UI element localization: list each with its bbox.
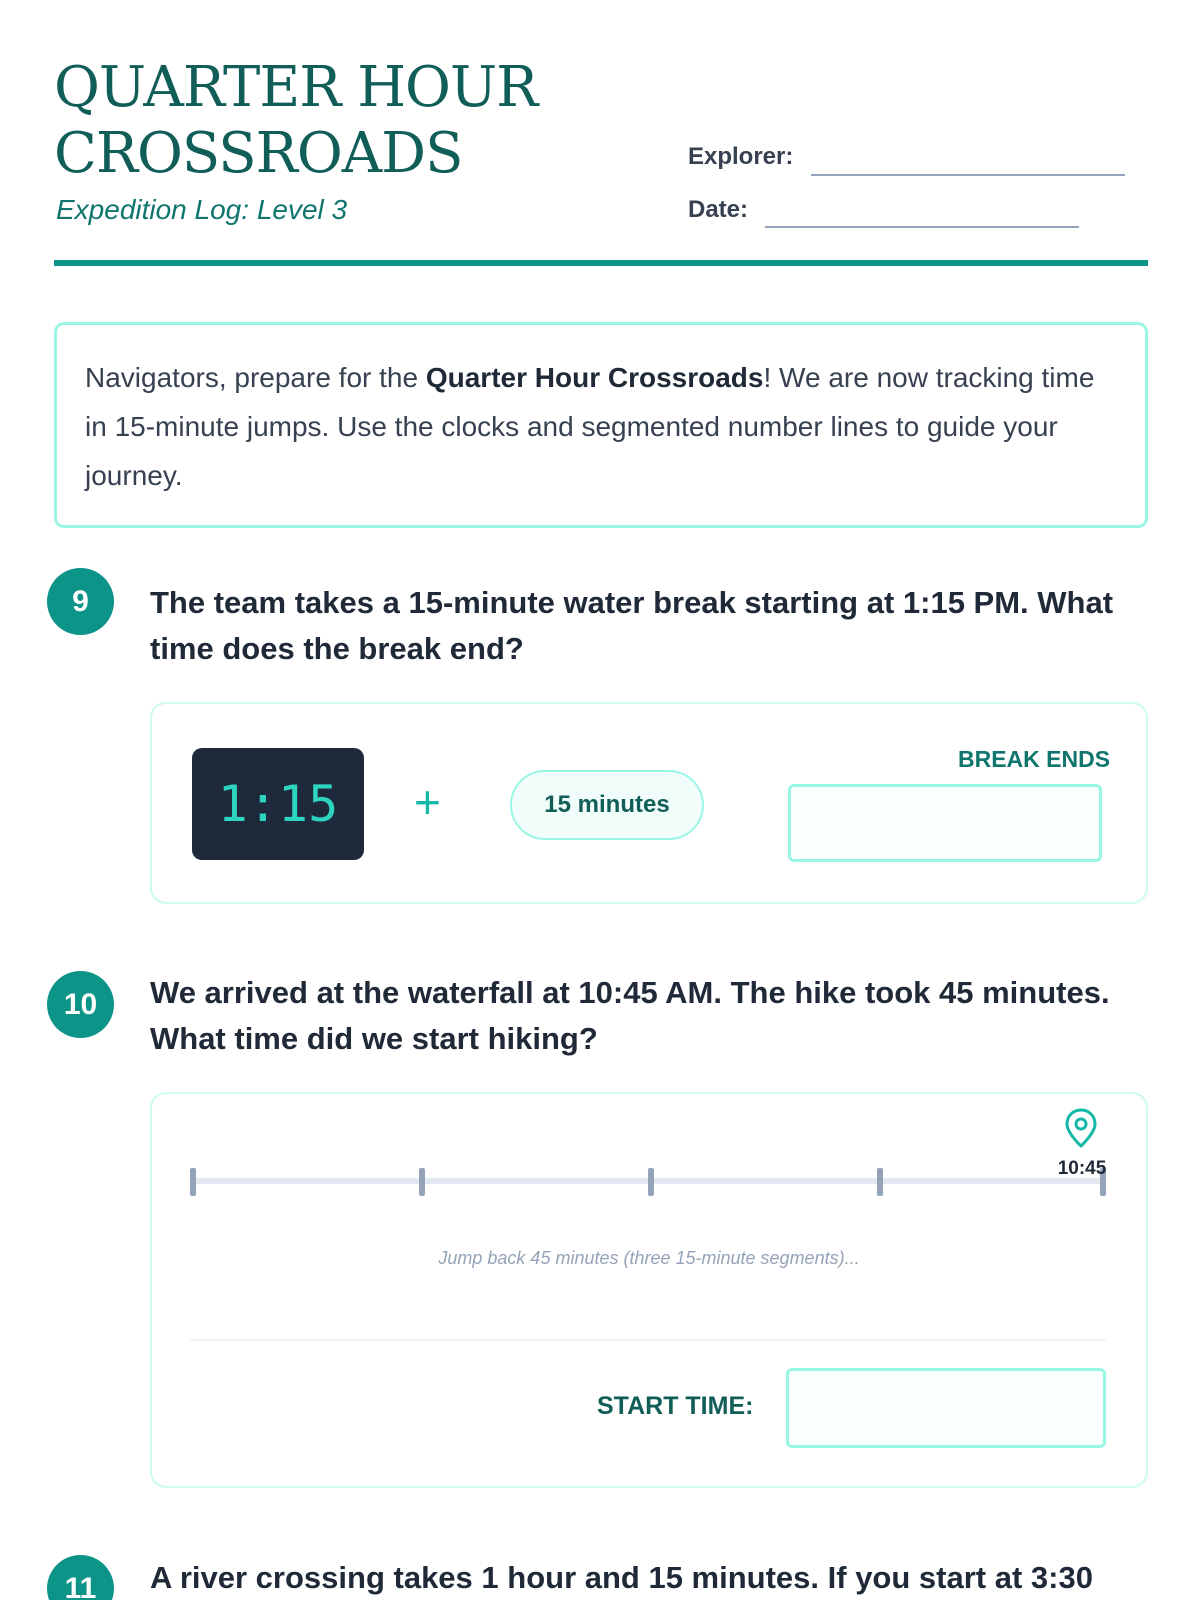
question-number-10: 10: [47, 971, 114, 1038]
digital-clock: 1:15: [192, 748, 364, 860]
intro-text-end: ! We are now tracking time in 15-minute jumps. Use the clocks and segmented number lines to guide your journey.: [85, 362, 1095, 491]
intro-box: [54, 322, 1148, 528]
header-divider: [54, 260, 1148, 266]
question-text-9: The team takes a 15-minute water break starting at 1:15 PM. What time does the break end?: [150, 585, 1114, 666]
break-ends-answer-box[interactable]: [788, 784, 1102, 862]
intro-text-bold: Quarter Hour Crossroads: [425, 362, 764, 393]
question-text-10: We arrived at the waterfall at 10:45 AM. The hike took 45 minutes. What time did we start hiking?: [150, 975, 1110, 1056]
card-divider: [190, 1339, 1106, 1341]
duration-pill: 15 minutes: [510, 770, 704, 840]
question-number-11: 11: [47, 1555, 114, 1600]
start-time-answer-box[interactable]: [786, 1368, 1106, 1448]
question-number-9: 9: [47, 568, 114, 635]
explorer-label: Explorer:: [688, 143, 794, 170]
plus-sign: +: [414, 776, 441, 828]
break-ends-label: BREAK ENDS: [958, 746, 1111, 772]
map-pin-icon: [1062, 1107, 1100, 1149]
question-text-11: A river crossing takes 1 hour and 15 minutes. If you start at 3:30: [150, 1560, 1093, 1595]
date-field[interactable]: [765, 226, 1079, 228]
date-label: Date:: [688, 196, 749, 223]
number-line-tick: [419, 1168, 425, 1196]
title-line-2: CROSSROADS: [54, 121, 463, 186]
explorer-field[interactable]: [811, 174, 1125, 176]
intro-text-start: Navigators, prepare for the: [85, 362, 426, 393]
number-line-tick: [877, 1168, 883, 1196]
start-time-label: START TIME:: [597, 1392, 754, 1420]
question-9-card: [150, 702, 1148, 904]
worksheet-title: [54, 55, 537, 187]
number-line-marker-label: 10:45: [1057, 1158, 1107, 1179]
worksheet-subtitle: Expedition Log: Level 3: [56, 194, 348, 225]
number-line-hint: Jump back 45 minutes (three 15-minute segments)...: [438, 1248, 860, 1268]
number-line-tick: [648, 1168, 654, 1196]
number-line-tick: [190, 1168, 196, 1196]
title-line-1: QUARTER HOUR: [54, 55, 538, 120]
